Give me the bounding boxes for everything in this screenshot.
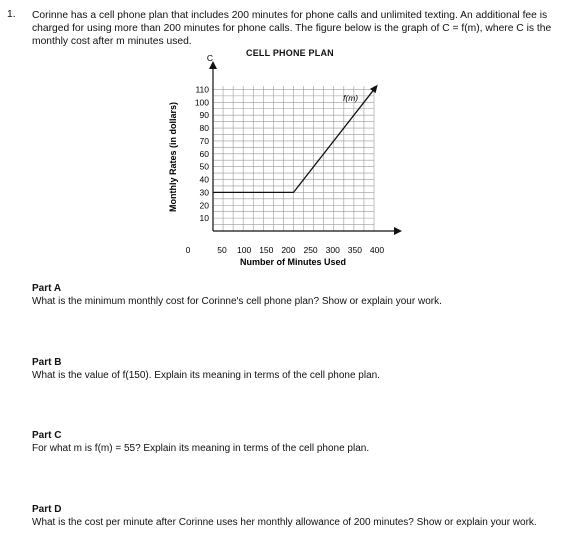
x-tick-label: 150 — [259, 245, 274, 255]
y-tick-label: 100 — [194, 97, 209, 108]
y-tick-label: 90 — [199, 110, 209, 121]
y-tick-label: 70 — [199, 135, 209, 146]
x-tick-label: 200 — [281, 245, 296, 255]
question-number: 1. — [7, 9, 16, 20]
x-tick-label: 100 — [237, 245, 252, 255]
y-tick-label: 110 — [195, 84, 209, 95]
part-b-label: Part B — [32, 357, 62, 368]
x-tick-label: 300 — [325, 245, 340, 255]
x-axis-arrow-icon — [394, 227, 402, 235]
part-b-text: What is the value of f(150). Explain its meaning in terms of the cell phone plan. — [32, 370, 380, 381]
y-tick-label: 80 — [199, 123, 209, 134]
origin-label: 0 — [185, 245, 191, 255]
part-a-label: Part A — [32, 283, 62, 294]
part-a-text: What is the minimum monthly cost for Corinne's cell phone plan? Show or explain your work. — [32, 296, 442, 307]
question-text: Corinne has a cell phone plan that includes 200 minutes for phone calls and unlimited texting. An additional fee is charged for using more than 200 minutes for phone calls. The figure below is the graph of C = f(m), where C is the monthly cost after m minutes used. — [32, 10, 552, 47]
part-d-label: Part D — [32, 504, 62, 515]
function-label: f(m) — [343, 93, 359, 103]
x-tick-label: 350 — [347, 245, 362, 255]
y-tick-label: 40 — [199, 174, 209, 185]
x-tick-label: 250 — [303, 245, 318, 255]
y-tick-label: 20 — [199, 200, 209, 211]
part-c-text: For what m is f(m) = 55? Explain its meaning in terms of the cell phone plan. — [32, 443, 370, 454]
chart-title: CELL PHONE PLAN — [246, 48, 334, 58]
x-tick-label: 400 — [369, 245, 385, 255]
y-axis-letter: C — [206, 53, 214, 63]
part-d-text: What is the cost per minute after Corinne uses her monthly allowance of 200 minutes? Show or explain your work. — [32, 517, 537, 528]
part-c-label: Part C — [32, 430, 62, 441]
x-tick-label: 50 — [217, 245, 227, 255]
y-tick-label: 60 — [199, 148, 209, 159]
y-tick-label: 50 — [199, 161, 209, 172]
x-axis-title: Number of Minutes Used — [239, 257, 347, 267]
y-axis-title: Monthly Rates (in dollars) — [168, 101, 178, 213]
y-tick-label: 30 — [199, 187, 209, 198]
y-tick-label: 10 — [199, 213, 209, 224]
